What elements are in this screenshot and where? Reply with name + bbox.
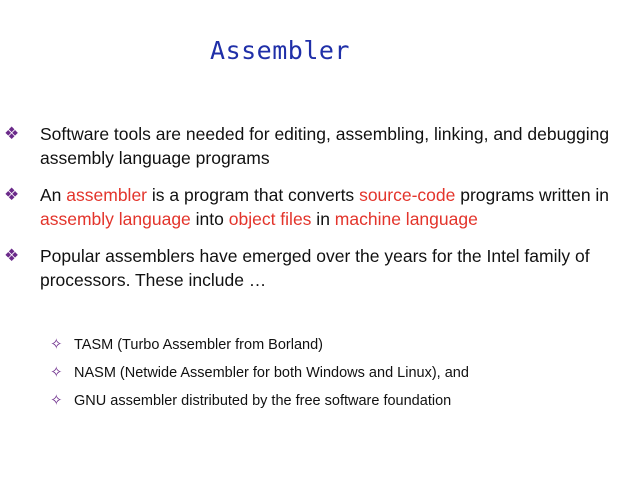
highlight-term: assembler [66, 185, 148, 205]
sub-bullet-text: NASM (Netwide Assembler for both Windows and Linux), and [74, 365, 469, 381]
bullet-item [2, 122, 622, 170]
bullet-text: is a program that converts [147, 185, 360, 205]
four-point-star-icon: ✧ [50, 364, 63, 381]
highlight-term: machine language [334, 209, 478, 229]
four-point-star-icon: ✧ [50, 392, 63, 409]
bullet-item [2, 183, 622, 231]
diamond-bullet-icon: ❖ [4, 185, 20, 204]
sub-bullet-text: TASM (Turbo Assembler from Borland) [74, 337, 323, 353]
bullet-text: Popular assemblers have emerged over the years for the Intel family of processors. These include … [40, 246, 590, 290]
slide-title: Assembler [210, 36, 350, 65]
sub-bullet-item [50, 336, 610, 354]
bullet-item [2, 244, 622, 292]
bullet-text: An [40, 185, 67, 205]
highlight-term: source-code [359, 185, 456, 205]
bullet-text: in [311, 209, 335, 229]
highlight-term: object files [228, 209, 312, 229]
diamond-bullet-icon: ❖ [4, 124, 20, 143]
sub-bullet-item [50, 392, 610, 410]
highlight-term: assembly language [40, 209, 191, 229]
sub-bullet-text: GNU assembler distributed by the free software foundation [74, 393, 452, 409]
diamond-bullet-icon: ❖ [4, 246, 20, 265]
bullet-text: Software tools are needed for editing, assembling, linking, and debugging assembly language programs [40, 124, 610, 168]
bullet-list [2, 122, 622, 305]
four-point-star-icon: ✧ [50, 336, 63, 353]
sub-bullet-item [50, 364, 610, 382]
sub-bullet-list [50, 336, 610, 420]
bullet-text: programs written in [455, 185, 610, 205]
bullet-text: into [190, 209, 229, 229]
